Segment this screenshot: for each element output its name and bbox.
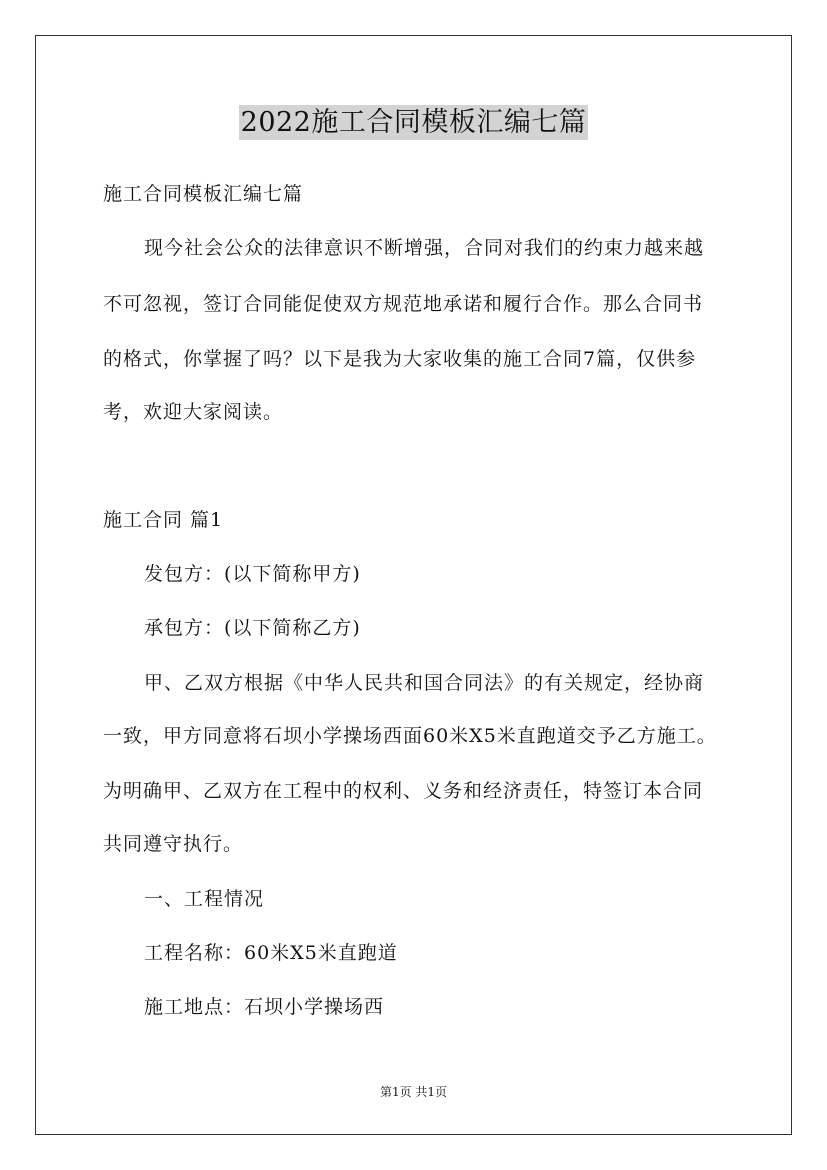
intro-line-2: 不可忽视，签订合同能促使双方规范地承诺和履行合作。那么合同书	[103, 293, 704, 315]
party-a: 发包方：(以下简称甲方)	[144, 563, 361, 585]
party-b: 承包方：(以下简称乙方)	[144, 617, 361, 639]
subtitle: 施工合同模板汇编七篇	[103, 183, 304, 205]
intro-line-4: 考，欢迎大家阅读。	[103, 401, 284, 423]
page-number: 第1页 共1页	[379, 1085, 448, 1099]
body-line-2: 一致，甲方同意将石坝小学操场西面60米X5米直跑道交予乙方施工。	[103, 725, 717, 747]
document-title	[0, 100, 827, 139]
page-footer	[0, 1083, 827, 1100]
section-heading: 施工合同 篇1	[103, 509, 224, 531]
intro-line-3: 的格式，你掌握了吗？以下是我为大家收集的施工合同7篇，仅供参	[103, 348, 697, 370]
body-line-4: 共同遵守执行。	[103, 833, 244, 855]
project-name: 工程名称：60米X5米直跑道	[144, 942, 398, 964]
project-location: 施工地点：石坝小学操场西	[144, 996, 385, 1018]
title-text: 2022施工合同模板汇编七篇	[240, 107, 587, 138]
item-heading: 一、工程情况	[144, 888, 265, 910]
body-line-1: 甲、乙双方根据《中华人民共和国合同法》的有关规定，经协商	[144, 672, 705, 694]
body-line-3: 为明确甲、乙双方在工程中的权利、义务和经济责任，特签订本合同	[103, 780, 704, 802]
intro-line-1: 现今社会公众的法律意识不断增强，合同对我们的约束力越来越	[144, 237, 705, 259]
